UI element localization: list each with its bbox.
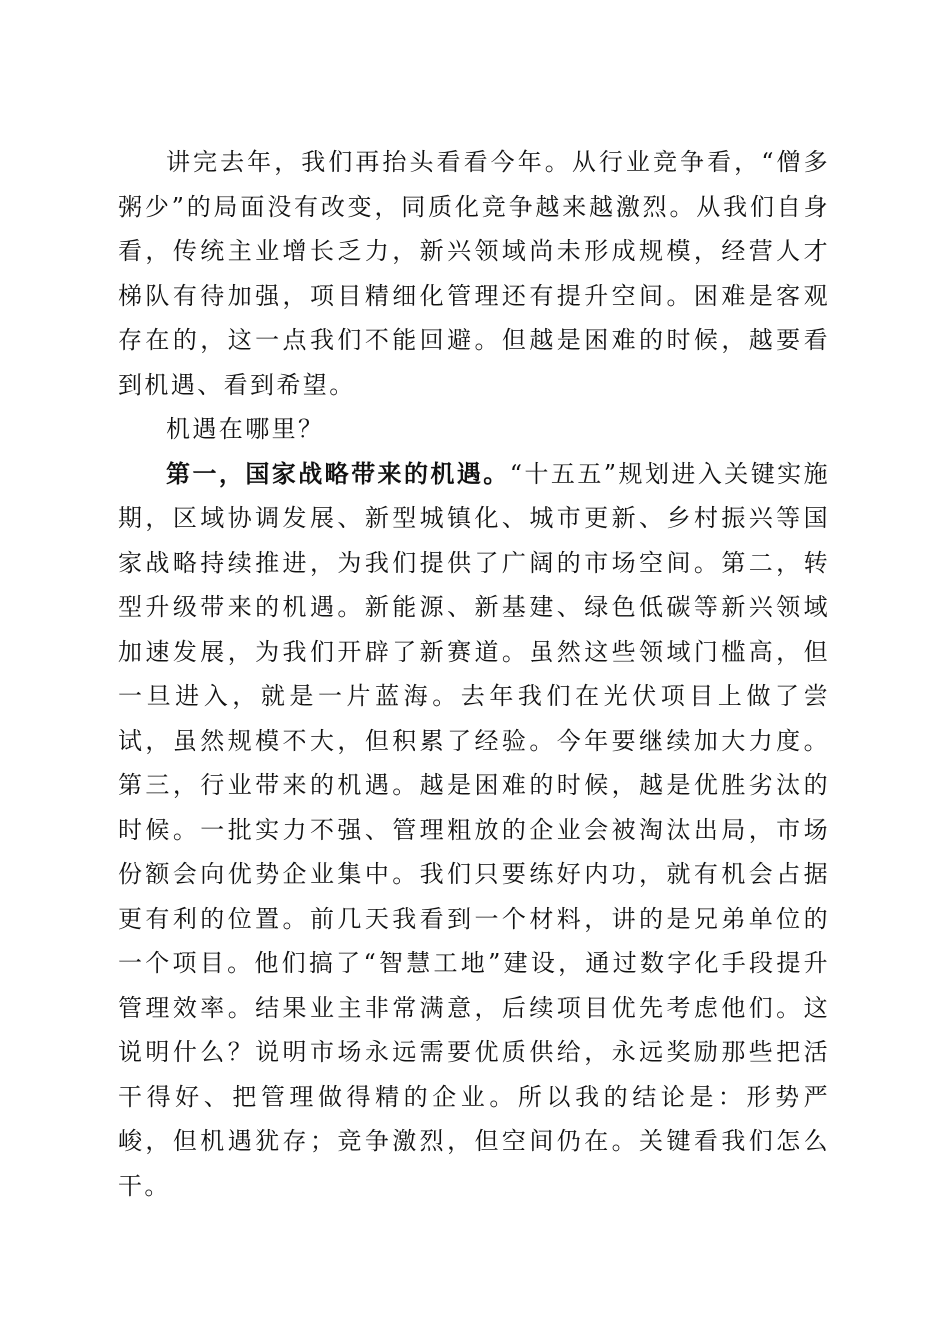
paragraph-question xyxy=(118,407,830,452)
paragraph-bold-lead: 第一，国家战略带来的机遇。 xyxy=(166,458,510,488)
paragraph-current-situation xyxy=(118,140,830,407)
paragraph-text: 讲完去年，我们再抬头看看今年。从行业竞争看，“僧多粥少”的局面没有改变，同质化竞争越来越激烈。从我们自身看，传统主业增长乏力，新兴领域尚未形成规模，经营人才梯队有待加强，项目精细化管理还有提升空间。困难是客观存在的，这一点我们不能回避。但越是困难的时候，越要看到机遇、看到希望。 xyxy=(118,148,830,399)
document-body xyxy=(118,140,830,1208)
paragraph-text: “十五五”规划进入关键实施期，区域协调发展、新型城镇化、城市更新、乡村振兴等国家战略持续推进，为我们提供了广阔的市场空间。第二，转型升级带来的机遇。新能源、新基建、绿色低碳等新兴领域加速发展，为我们开辟了新赛道。虽然这些领域门槛高，但一旦进入，就是一片蓝海。去年我们在光伏项目上做了尝试，虽然规模不大，但积累了经验。今年要继续加大力度。第三，行业带来的机遇。越是困难的时候，越是优胜劣汰的时候。一批实力不强、管理粗放的企业会被淘汰出局，市场份额会向优势企业集中。我们只要练好内功，就有机会占据更有利的位置。前几天我看到一个材料，讲的是兄弟单位的一个项目。他们搞了“智慧工地”建设，通过数字化手段提升管理效率。结果业主非常满意，后续项目优先考虑他们。这说明什么？说明市场永远需要优质供给，永远奖励那些把活干得好、把管理做得精的企业。所以我的结论是：形势严峻，但机遇犹存；竞争激烈，但空间仍在。关键看我们怎么干。 xyxy=(118,459,830,1200)
paragraph-text: 机遇在哪里？ xyxy=(166,415,325,443)
paragraph-opportunities xyxy=(118,452,830,1209)
